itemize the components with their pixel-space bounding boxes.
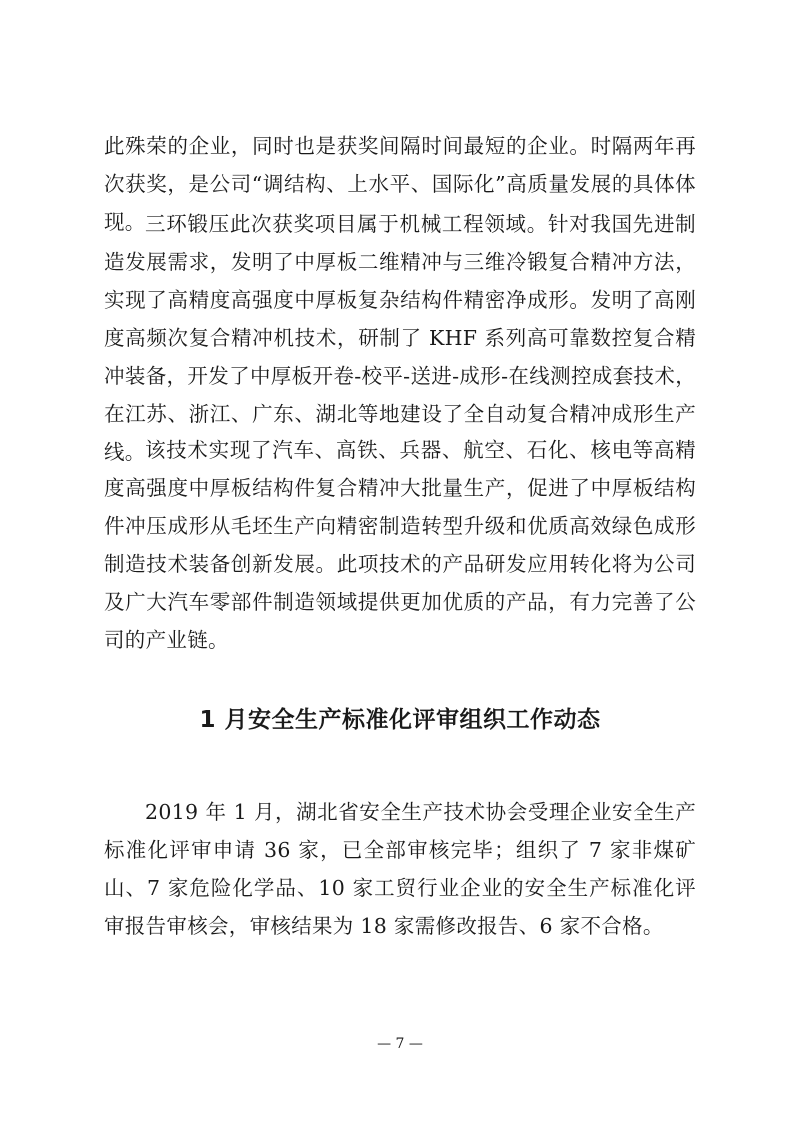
body-paragraph: 此殊荣的企业，同时也是获奖间隔时间最短的企业。时隔两年再次获奖，是公司“调结构、上水平、国际化”高质量发展的具体体现。 [104,134,696,234]
page-number: — 7 — [377,1036,423,1052]
section-title: 1 月安全生产标准化评审组织工作动态 [199,707,601,733]
body-paragraph: 三环锻压此次获奖项目属于机械工程领域。针对我国先进制造发展需求，发明了中厚板二维精冲与三维冷锻复合精冲方法，实现了高精度高强度中厚板复杂结构件精密净成形。发明了高刚度高频次复合精冲机技术，研制了 KHF 系列高可靠数控复合精冲装备，开发了中厚板开卷-校平-送进-成形-在线测控成套技术，在江苏、浙江、广东、湖北等地建设了全自动复合精冲成形生产线。 [104,212,696,464]
body-paragraph: 该技术实现了汽车、高铁、兵器、航空、石化、核电等高精度高强度中厚板结构件复合精冲大批量生产，促进了中厚板结构件冲压成形从毛坯生产向精密制造转型升级和优质高效绿色成形制造技术装备创新发展。此项技术的产品研发应用转化将为公司及广大汽车零部件制造领域提供更加优质的产品，有力完善了公司的产业链。 [104,438,696,652]
section-paragraph: 2019 年 1 月，湖北省安全生产技术协会受理企业安全生产标准化评审申请 36 家，已全部审核完毕；组织了 7 家非煤矿山、7 家危险化学品、10 家工贸行业企业的安全生产标准化评审报告审核会，审核结果为 18 家需修改报告、6 家不合格。 [104,800,696,938]
